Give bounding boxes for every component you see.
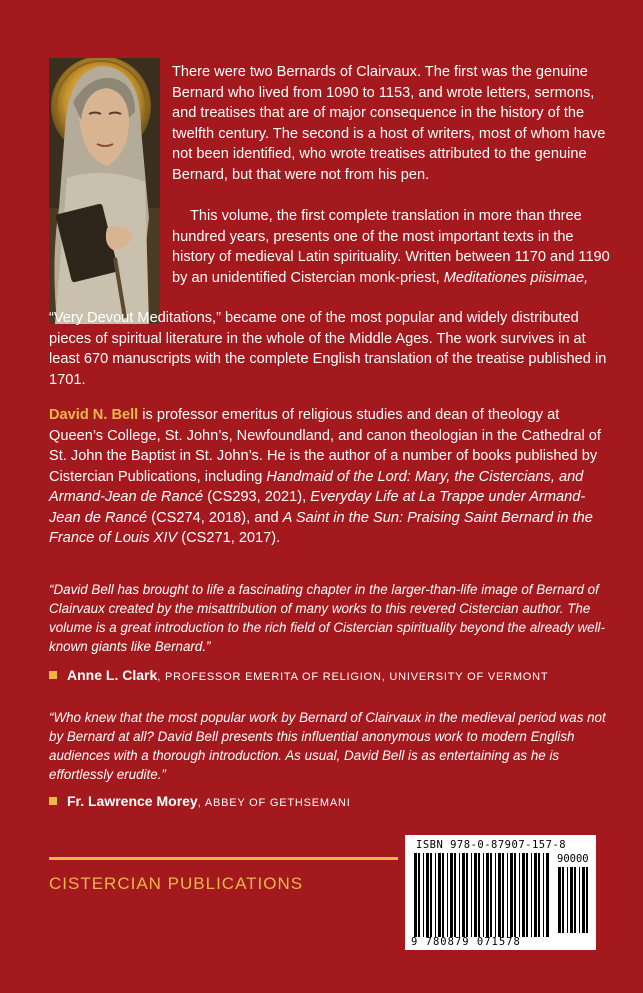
price-code: 90000 — [557, 853, 589, 865]
description-paragraph-2-end: “Very Devout Meditations,” became one of the most popular and widely distributed pieces of spiritual literature in the whole of the Middle Ages. The work survives in at least 670 manuscripts with the complete English translation of the treatise published in 1701. — [49, 310, 607, 388]
addon-barcode-bars-icon — [557, 867, 591, 933]
endorser-name: Fr. Lawrence Morey — [67, 793, 198, 809]
divider-rule — [49, 857, 398, 860]
endorser-name: Anne L. Clark — [67, 667, 158, 683]
bio-text: is professor emeritus of religious studies and dean of theology at Queen’s College, St. John’s, Newfoundland, and canon theologian in the Cathedral of St. John the Baptist in St. John’s. He is the author of a number of books published by Cistercian Publications, including — [49, 407, 601, 485]
description-text: This volume, the first complete translation in more than three hundred years, presents one of the most important texts in the history of medieval Latin spirituality. Written between 1170 and 1190 by an unidentified Cistercian monk-priest, — [172, 208, 610, 286]
author-bio — [49, 405, 609, 549]
description-paragraph-1: There were two Bernards of Clairvaux. The first was the genuine Bernard who lived from 1090 to 1153, and wrote letters, sermons, and treatises that are of major consequence in the history of the twelfth century. The second is a host of writers, most of whom have not been identified, who wrote treatises attributed to the genuine Bernard, but that were not from his pen. — [172, 64, 606, 183]
bio-text: (CS293, 2021), — [203, 489, 311, 505]
square-bullet-icon — [49, 797, 57, 805]
book-title: Everyday Life at La Trappe under Armand-Jean de Rancé — [49, 489, 586, 526]
square-bullet-icon — [49, 671, 57, 679]
endorser-affiliation: , ABBEY OF GETHSEMANI — [197, 797, 351, 809]
isbn-barcode — [405, 835, 596, 950]
ean-digits: 9 780879 071578 — [411, 936, 521, 948]
bio-text: (CS274, 2018), and — [147, 509, 283, 526]
book-title: Handmaid of the Lord: Mary, the Cistercians, and Armand-Jean de Rancé — [49, 468, 584, 505]
saint-bernard-portrait — [49, 58, 160, 324]
bio-text: (CS271, 2017). — [177, 530, 281, 546]
isbn-text: ISBN 978-0-87907-157-8 — [416, 839, 567, 851]
description-paragraph-2-start — [172, 206, 612, 288]
publisher-name: CISTERCIAN PUBLICATIONS — [49, 874, 304, 893]
barcode-bars-icon — [413, 853, 551, 937]
book-title: A Saint in the Sun: Praising Saint Bernard in the France of Louis XIV — [49, 509, 593, 546]
endorser-affiliation: , PROFESSOR EMERITA OF RELIGION, UNIVERSITY OF VERMONT — [157, 671, 549, 683]
author-name: David N. Bell — [49, 407, 139, 423]
endorsement-attribution — [49, 667, 548, 683]
endorsement-quote: “Who knew that the most popular work by Bernard of Clairvaux in the medieval period was not by Bernard at all? David Bell presents this influential anonymous work to modern English audiences with a thorough introduction. As usual, David Bell is as entertaining as he is effortlessly erudite.” — [49, 710, 606, 782]
latin-title: Meditationes piisimae, — [443, 269, 589, 286]
endorsement-attribution — [49, 793, 351, 809]
endorsement-quote: “David Bell has brought to life a fascinating chapter in the larger-than-life image of Bernard of Clairvaux created by the misattribution of many works to this revered Cistercian author. The volume is a great introduction to the rich field of Cistercian spirituality beyond the already well-known giants like Bernard.” — [49, 582, 605, 654]
